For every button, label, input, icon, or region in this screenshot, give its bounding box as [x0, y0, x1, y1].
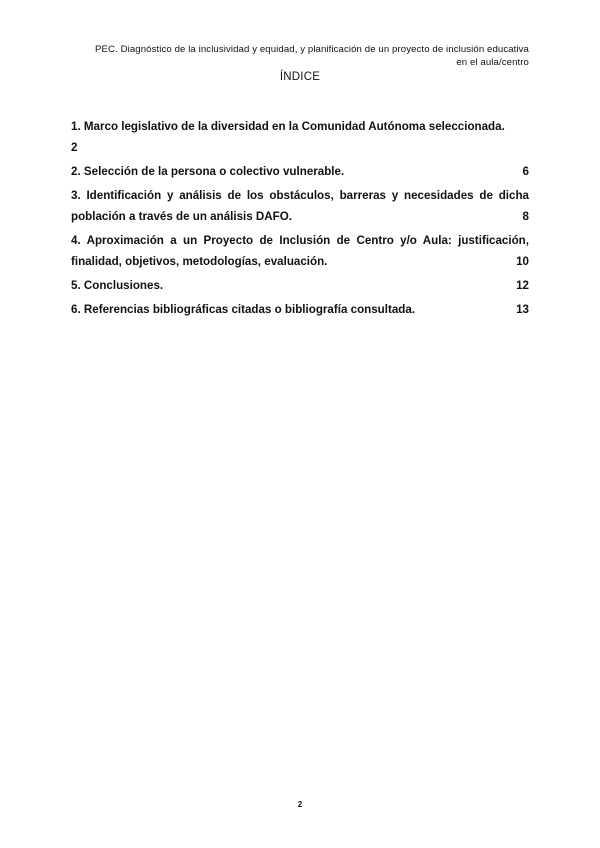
toc-entry-3-title-line-1: 3. Identificación y análisis de los obstáculos, barreras y necesidades de dicha — [71, 189, 529, 202]
toc-entry-3-title-line-2: población a través de un análisis DAFO. — [71, 210, 292, 223]
header-line-1: PEC. Diagnóstico de la inclusividad y equidad, y planificación de un proyecto de inclusión educativa — [95, 44, 529, 55]
running-header — [59, 44, 529, 69]
toc-entry-6[interactable] — [71, 299, 529, 320]
toc-entry-3-page: 8 — [522, 210, 529, 223]
toc-entry-2-title: 2. Selección de la persona o colectivo vulnerable. — [71, 165, 345, 178]
toc-entry-4-page: 10 — [516, 255, 529, 268]
toc-entry-4-title-line-1: 4. Aproximación a un Proyecto de Inclusión de Centro y/o Aula: justificación, — [71, 234, 529, 247]
toc-entry-5-title: 5. Conclusiones. — [71, 279, 164, 292]
toc-entry-3[interactable] — [71, 185, 529, 227]
toc-entry-2[interactable] — [71, 161, 529, 182]
toc-title: ÍNDICE — [279, 71, 321, 83]
toc-entry-1-page: 2 — [71, 141, 78, 154]
toc-entry-5-page: 12 — [516, 279, 529, 292]
toc-entry-1-title: 1. Marco legislativo de la diversidad en la Comunidad Autónoma seleccionada. — [71, 120, 505, 133]
toc-entry-1[interactable] — [71, 116, 529, 158]
toc-entry-2-page: 6 — [522, 165, 529, 178]
toc-entry-6-title: 6. Referencias bibliográficas citadas o bibliografía consultada. — [71, 303, 416, 316]
toc-entry-5[interactable] — [71, 275, 529, 296]
header-line-2: en el aula/centro — [456, 56, 529, 68]
table-of-contents — [71, 116, 529, 323]
page-number: 2 — [297, 800, 303, 809]
toc-entry-4-title-line-2: finalidad, objetivos, metodologías, evaluación. — [71, 255, 328, 268]
toc-entry-4[interactable] — [71, 230, 529, 272]
toc-entry-6-page: 13 — [516, 303, 529, 316]
